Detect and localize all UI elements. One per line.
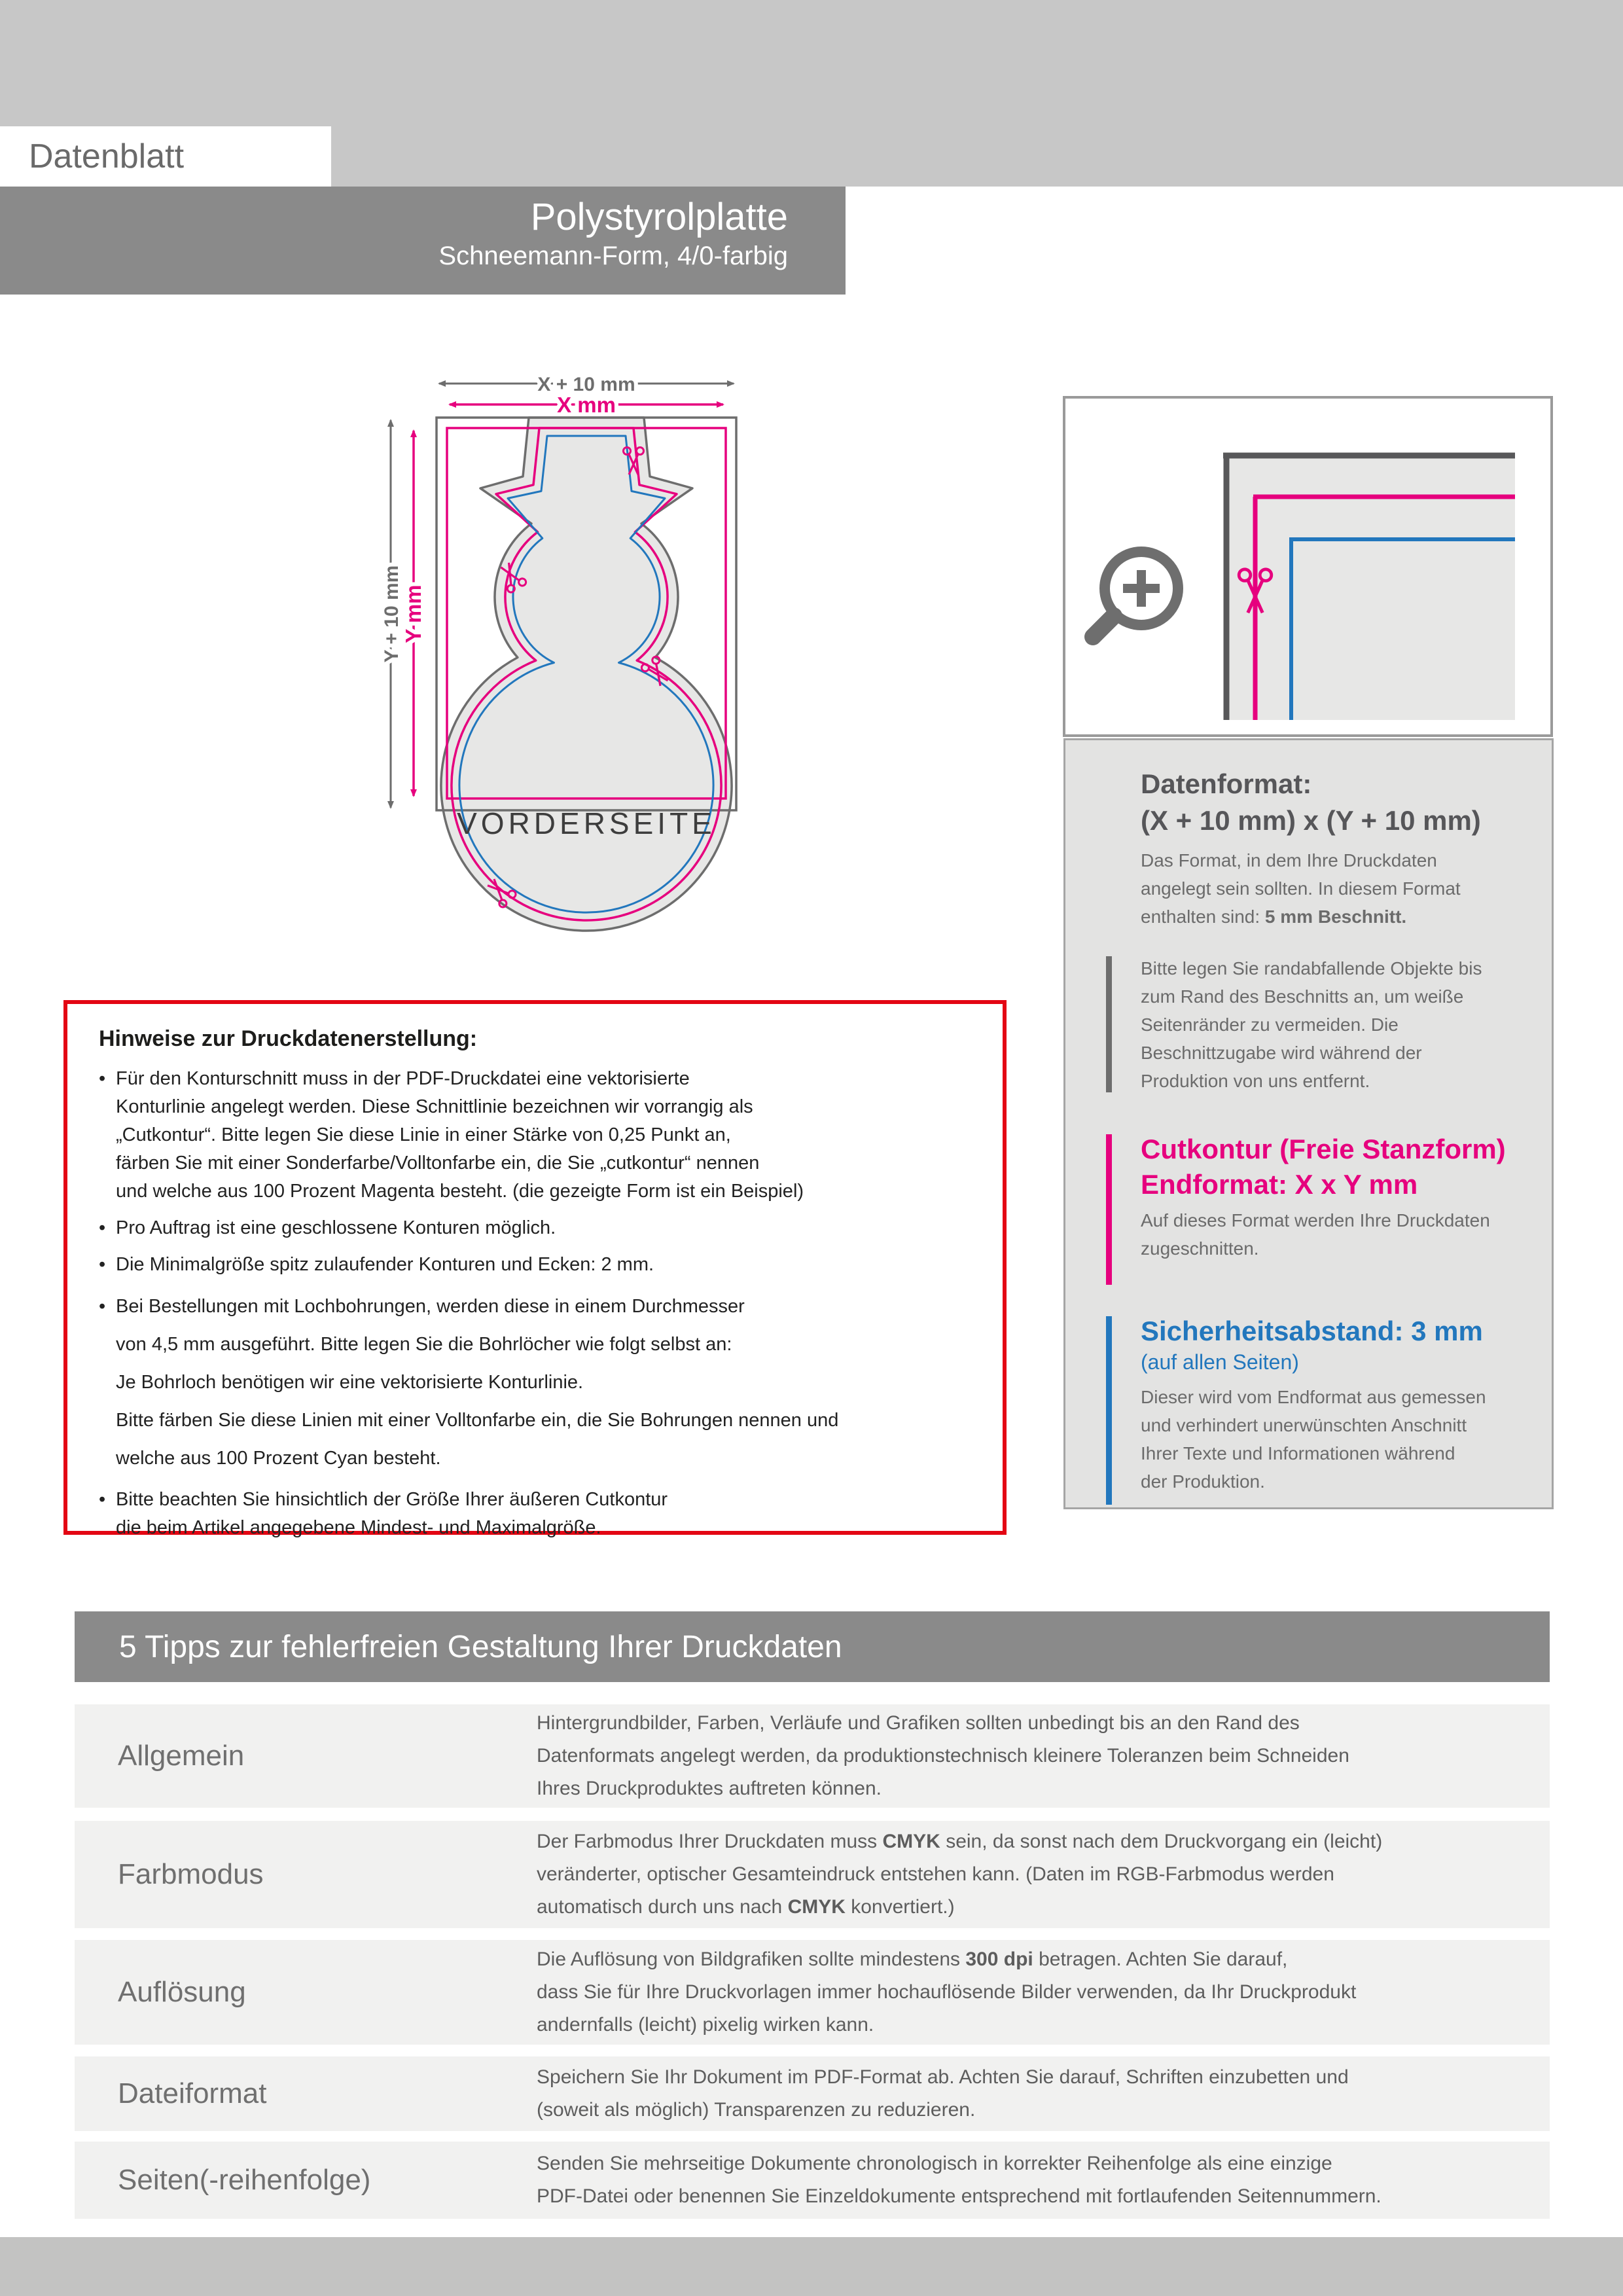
note-item: • Pro Auftrag ist eine geschlossene Konturen möglich. xyxy=(99,1214,979,1242)
note-item: • Für den Konturschnitt muss in der PDF-Druckdatei eine vektorisierte Konturlinie angelegt werden. Diese Schnittlinie bezeichnen wir vorrangig als „Cutkontur“. Bitte legen Sie diese Linie in einer Stärke von 0,25 Punkt an, färben Sie mit einer Sonderfarbe/Volltonfarbe ein, die Sie „cutkontur“ nennen und welche aus 100 Prozent Magenta besteht. (die gezeigte Form ist ein Beispiel) xyxy=(99,1065,979,1206)
tip-text: Die Auflösung von Bildgrafiken sollte mindestens 300 dpi betragen. Achten Sie darauf, dass Sie für Ihre Druckvorlagen immer hochauflösende Bilder verwenden, da Ihr Druckprodukt andernfalls (leicht) pixelig wirken kann. xyxy=(537,1948,1357,2036)
product-name: Polystyrolplatte xyxy=(530,196,788,238)
bullet-icon xyxy=(99,1486,116,1542)
notes-title: Hinweise zur Druckdatenerstellung: xyxy=(99,1026,478,1051)
cutkontur-bar xyxy=(1106,1134,1112,1285)
bullet-icon xyxy=(99,1287,116,1477)
tip-label: Farbmodus xyxy=(118,1858,264,1890)
document-title-box xyxy=(0,126,331,187)
datenformat-text: Das Format, in dem Ihre Druckdaten angelegt sein sollten. In diesem Format enthalten sind: 5 mm Beschnitt. xyxy=(1141,850,1461,927)
datenformat-formula: (X + 10 mm) x (Y + 10 mm) xyxy=(1141,805,1481,836)
tips-banner xyxy=(75,1611,1550,1682)
format-info-panel xyxy=(1063,738,1554,1509)
bullet-icon xyxy=(99,1251,116,1279)
footer-band xyxy=(0,2237,1623,2296)
tip-label: Auflösung xyxy=(118,1976,246,2008)
tip-text: Der Farbmodus Ihrer Druckdaten muss CMYK sein, da sonst nach dem Druckvorgang ein (leicht) veränderter, optischer Gesamteindruck entstehen kann. (Daten im RGB-Farbmodus werden automatisch durch uns nach CMYK konvertiert.) xyxy=(537,1831,1383,1918)
note-item: • Die Minimalgröße spitz zulaufender Konturen und Ecken: 2 mm. xyxy=(99,1251,979,1279)
tip-row-farbmodus xyxy=(75,1821,1550,1928)
tip-label: Seiten(-reihenfolge) xyxy=(118,2164,371,2196)
cutkontur-title: Cutkontur (Freie Stanzform) Endformat: X x Y mm xyxy=(1141,1134,1506,1200)
corner-detail-diagram xyxy=(1065,399,1550,734)
dim-label-y-inner: Y mm xyxy=(401,584,425,643)
document-title: Datenblatt xyxy=(29,137,185,175)
tip-text: Senden Sie mehrseitige Dokumente chronologisch in korrekter Reihenfolge als eine einzige PDF-Datei oder benennen Sie Einzeldokumente entsprechend mit fortlaufenden Seitennummern. xyxy=(537,2153,1382,2207)
print-data-notes-box xyxy=(63,1000,1007,1538)
product-variant: Schneemann-Form, 4/0-farbig xyxy=(438,242,788,270)
datenformat-title: Datenformat: xyxy=(1141,768,1312,799)
tip-row-allgemein xyxy=(75,1704,1550,1808)
dim-label-x-outer: X + 10 mm xyxy=(537,374,635,395)
tip-text: Hintergrundbilder, Farben, Verläufe und Grafiken sollten unbedingt bis an den Rand des Datenformats angelegt werden, da produktionstechnisch kleinere Toleranzen beim Schneiden Ihres Druckproduktes auftreten können. xyxy=(537,1712,1349,1799)
dim-label-y-outer: Y + 10 mm xyxy=(381,565,402,663)
bleed-note-bar xyxy=(1106,956,1112,1092)
cutkontur-text: Auf dieses Format werden Ihre Druckdaten zugeschnitten. xyxy=(1141,1210,1490,1259)
safety-title: Sicherheitsabstand: 3 mm xyxy=(1141,1316,1483,1346)
snowman-bleed-shape xyxy=(441,418,732,931)
safety-bar xyxy=(1106,1316,1112,1505)
bullet-icon xyxy=(99,1214,116,1242)
tip-row-aufloesung xyxy=(75,1940,1550,2045)
dim-label-x-inner: X mm xyxy=(557,393,616,417)
safety-subtitle: (auf allen Seiten) xyxy=(1141,1350,1299,1374)
bleed-note-text: Bitte legen Sie randabfallende Objekte bis zum Rand des Beschnitts an, um weiße Seitenränder zu vermeiden. Die Beschnittzugabe wird während der Produktion von uns entfernt. xyxy=(1141,958,1482,1091)
corner-detail-box xyxy=(1063,396,1553,737)
front-side-label: VORDERSEITE xyxy=(457,806,716,840)
safety-text: Dieser wird vom Endformat aus gemessen und verhindert unerwünschten Anschnitt Ihrer Texte und Informationen während der Produktion. xyxy=(1141,1387,1486,1492)
note-item: • Bitte beachten Sie hinsichtlich der Größe Ihrer äußeren Cutkontur die beim Artikel angegebene Mindest- und Maximalgröße. xyxy=(99,1486,979,1542)
tip-text: Speichern Sie Ihr Dokument im PDF-Format ab. Achten Sie darauf, Schriften einzubetten und (soweit als möglich) Transparenzen zu reduzieren. xyxy=(537,2066,1349,2121)
tip-row-dateiformat xyxy=(75,2056,1550,2131)
note-item: • Bei Bestellungen mit Lochbohrungen, werden diese in einem Durchmesser von 4,5 mm ausgeführt. Bitte legen Sie die Bohrlöcher wie folgt selbst an: Je Bohrloch benötigen wir eine vektorisierte Konturlinie. Bitte färben Sie diese Linien mit einer Volltonfarbe ein, die Sie Bohrungen nennen und welche aus 100 Prozent Cyan besteht. xyxy=(99,1287,979,1477)
product-header-band xyxy=(0,187,846,295)
tip-label: Dateiformat xyxy=(118,2077,267,2109)
tips-title: 5 Tipps zur fehlerfreien Gestaltung Ihrer Druckdaten xyxy=(119,1629,842,1664)
snowman-dimension-diagram xyxy=(314,367,759,942)
magnifier-zoom-icon xyxy=(1093,552,1178,637)
tip-label: Allgemein xyxy=(118,1740,245,1772)
tip-row-seitenreihenfolge xyxy=(75,2142,1550,2219)
bullet-icon xyxy=(99,1065,116,1206)
